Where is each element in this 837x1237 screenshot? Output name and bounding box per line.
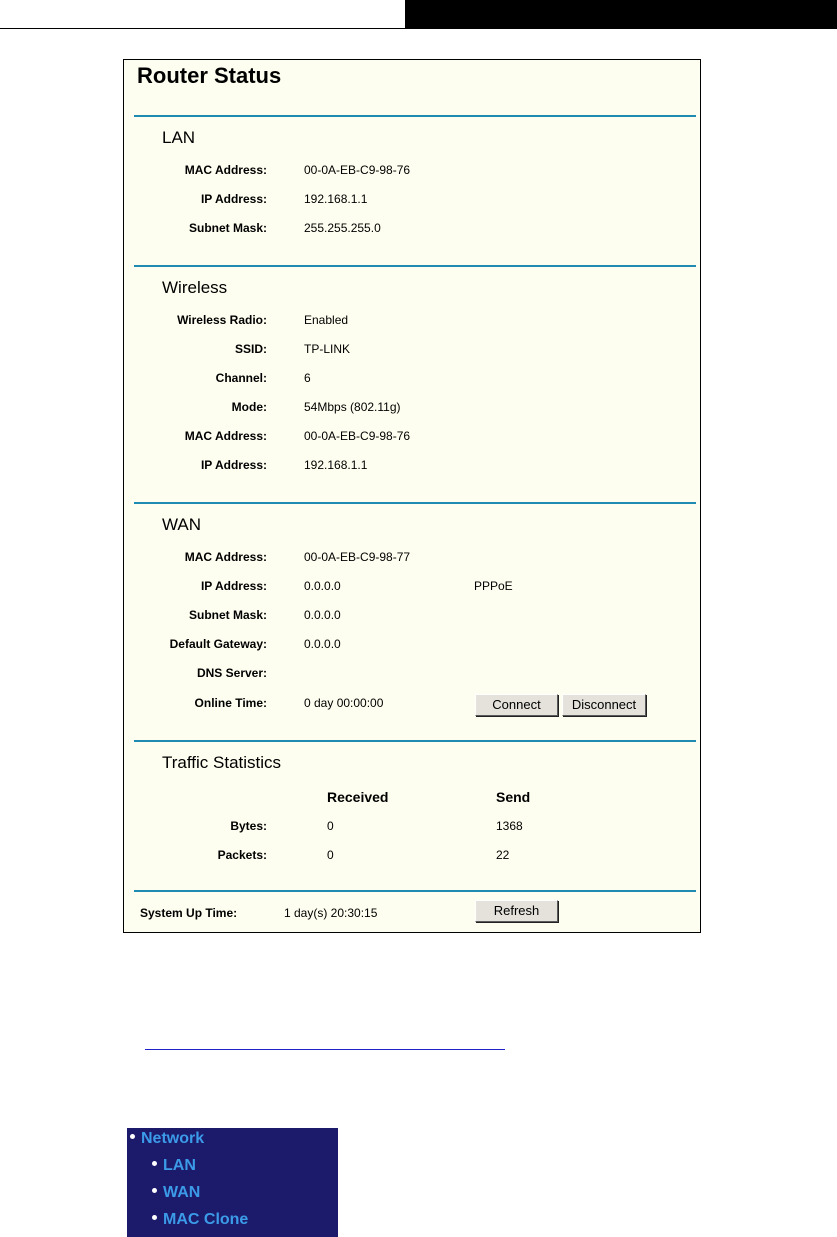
traffic-send-header: Send: [496, 789, 531, 805]
traffic-bytes-label: Bytes:: [230, 819, 267, 833]
wireless-ip-label: IP Address:: [200, 458, 267, 472]
wan-online-time-label: Online Time:: [194, 696, 267, 710]
header-black-bar: [405, 0, 837, 28]
menu-item-lan[interactable]: LAN: [152, 1157, 196, 1175]
wireless-radio-label: Wireless Radio:: [177, 313, 267, 327]
lan-heading: LAN: [162, 128, 196, 147]
lan-mac-value: 00-0A-EB-C9-98-76: [304, 163, 411, 177]
header-rule: [0, 28, 837, 29]
wan-ip-label: IP Address:: [200, 579, 267, 593]
menu-item-mac-clone[interactable]: MAC Clone: [152, 1211, 248, 1229]
lan-mask-value: 255.255.255.0: [304, 221, 381, 235]
wireless-ssid-value: TP-LINK: [304, 342, 351, 356]
wan-dns-label: DNS Server:: [196, 666, 267, 680]
traffic-packets-label: Packets:: [217, 848, 267, 862]
lan-ip-label: IP Address:: [200, 192, 267, 206]
disconnect-button[interactable]: Disconnect: [562, 694, 646, 716]
lan-mask-label: Subnet Mask:: [188, 221, 267, 235]
wan-gateway-label: Default Gateway:: [169, 637, 267, 651]
bullet-icon: [152, 1215, 157, 1220]
system-uptime-value: 1 day(s) 20:30:15: [284, 906, 378, 920]
traffic-bytes-send: 1368: [496, 819, 523, 833]
divider: [134, 740, 696, 742]
divider: [134, 265, 696, 267]
traffic-bytes-received: 0: [327, 819, 334, 833]
nav-menu: [127, 1128, 338, 1237]
lan-ip-value: 192.168.1.1: [304, 192, 368, 206]
divider: [134, 115, 696, 117]
system-uptime-label: System Up Time:: [140, 906, 238, 920]
wan-connection-type: PPPoE: [474, 579, 513, 593]
page-title: Router Status: [137, 63, 282, 88]
menu-item-network[interactable]: Network: [130, 1130, 204, 1148]
wan-mask-label: Subnet Mask:: [188, 608, 267, 622]
wireless-mac-label: MAC Address:: [184, 429, 267, 443]
wan-mask-value: 0.0.0.0: [304, 608, 341, 622]
bullet-icon: [152, 1161, 157, 1166]
wan-ip-value: 0.0.0.0: [304, 579, 341, 593]
wireless-mode-value: 54Mbps (802.11g): [304, 400, 401, 414]
wan-heading: WAN: [162, 515, 202, 534]
wireless-mac-value: 00-0A-EB-C9-98-76: [304, 429, 411, 443]
divider: [134, 502, 696, 504]
wireless-mode-label: Mode:: [231, 400, 267, 414]
traffic-packets-send: 22: [496, 848, 510, 862]
divider: [134, 890, 696, 892]
router-status-panel: [123, 59, 701, 933]
wireless-channel-label: Channel:: [215, 371, 267, 385]
menu-item-wan[interactable]: WAN: [152, 1184, 200, 1202]
wan-gateway-value: 0.0.0.0: [304, 637, 341, 651]
link-underline: [145, 1049, 505, 1050]
wan-mac-value: 00-0A-EB-C9-98-77: [304, 550, 411, 564]
wireless-ip-value: 192.168.1.1: [304, 458, 368, 472]
traffic-heading: Traffic Statistics: [162, 753, 282, 772]
lan-mac-label: MAC Address:: [184, 163, 267, 177]
wireless-channel-value: 6: [304, 371, 311, 385]
wireless-heading: Wireless: [162, 278, 228, 297]
traffic-received-header: Received: [327, 789, 389, 805]
bullet-icon: [130, 1134, 135, 1139]
connect-button[interactable]: Connect: [475, 694, 558, 716]
wan-online-time-value: 0 day 00:00:00: [304, 696, 384, 710]
wireless-radio-value: Enabled: [304, 313, 349, 327]
bullet-icon: [152, 1188, 157, 1193]
traffic-packets-received: 0: [327, 848, 334, 862]
wireless-ssid-label: SSID:: [234, 342, 267, 356]
wan-mac-label: MAC Address:: [184, 550, 267, 564]
refresh-button[interactable]: Refresh: [475, 900, 558, 922]
